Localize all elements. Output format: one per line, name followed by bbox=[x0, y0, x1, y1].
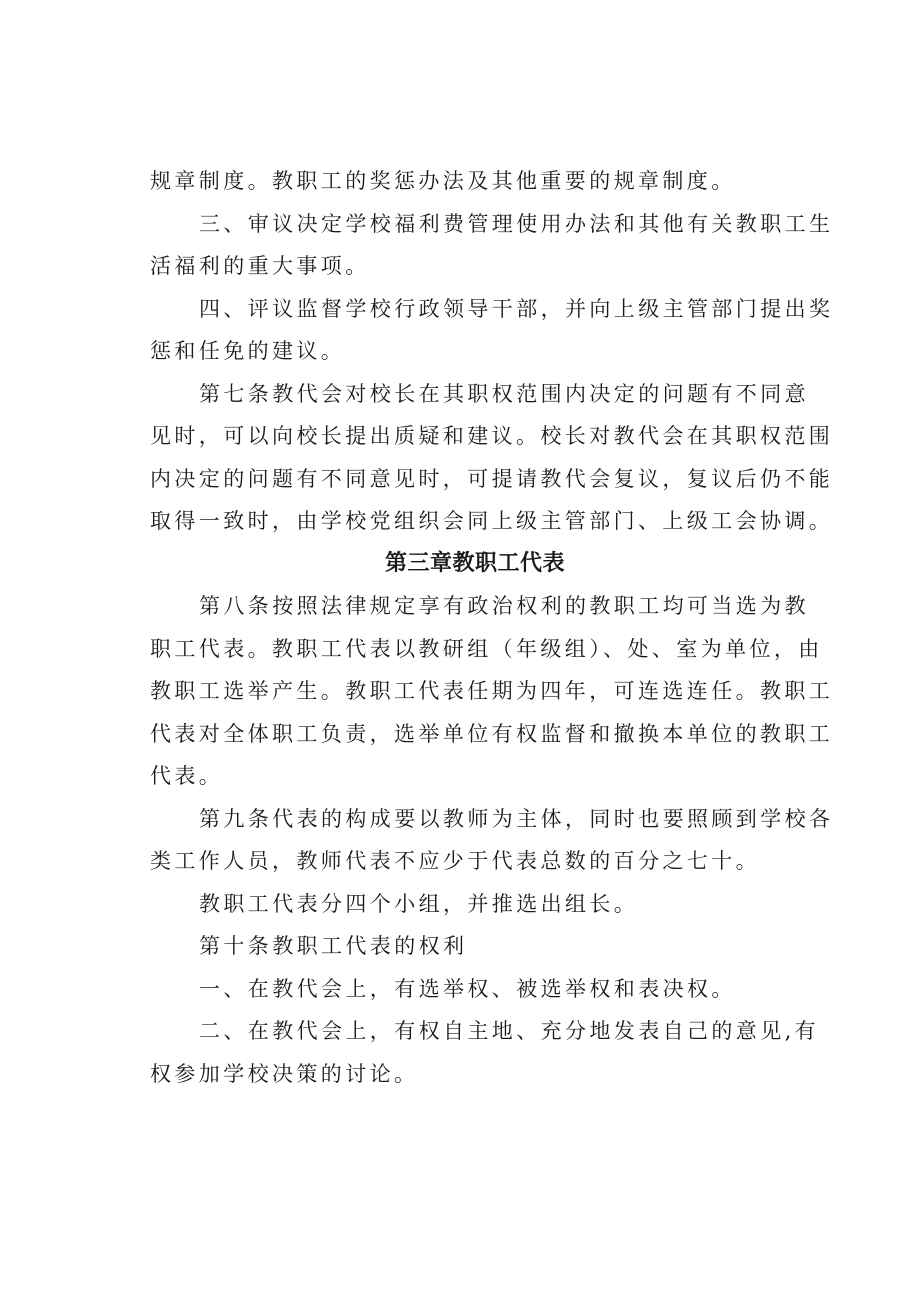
paragraph-line: 代表。 bbox=[150, 764, 224, 788]
paragraph-line: 教职工选举产生。教职工代表任期为四年，可连选连任。教职工 bbox=[150, 679, 834, 703]
paragraph-line: 四、评议监督学校行政领导干部，并向上级主管部门提出奖 bbox=[199, 296, 834, 321]
paragraph-line: 第十条教职工代表的权利 bbox=[199, 934, 468, 958]
paragraph-line: 职工代表。教职工代表以教研组（年级组）、处、室为单位，由 bbox=[150, 636, 823, 661]
paragraph-line: 取得一致时，由学校党组织会同上级主管部门、上级工会协调。 bbox=[150, 509, 834, 533]
paragraph-line: 一、在教代会上，有选举权、被选举权和表决权。 bbox=[199, 976, 736, 1001]
paragraph-line: 内决定的问题有不同意见时，可提请教代会复议，复议后仍不能 bbox=[150, 466, 834, 491]
paragraph-line: 见时，可以向校长提出质疑和建议。校长对教代会在其职权范围 bbox=[150, 424, 834, 448]
paragraph-line: 教职工代表分四个小组，并推选出组长。 bbox=[199, 891, 639, 916]
paragraph-line: 权参加学校决策的讨论。 bbox=[150, 1061, 419, 1086]
paragraph-line: 代表对全体职工负责，选举单位有权监督和撤换本单位的教职工 bbox=[150, 721, 834, 746]
chapter-heading: 第三章教职工代表 bbox=[384, 550, 565, 576]
paragraph-line: 第八条按照法律规定享有政治权利的教职工均可当选为教 bbox=[199, 594, 809, 618]
paragraph-line: 惩和任免的建议。 bbox=[150, 339, 346, 363]
paragraph-line: 三、审议决定学校福利费管理使用办法和其他有关教职工生 bbox=[199, 211, 834, 236]
paragraph-line: 类工作人员，教师代表不应少于代表总数的百分之七十。 bbox=[150, 849, 760, 873]
paragraph-line: 活福利的重大事项。 bbox=[150, 254, 370, 278]
paragraph-line: 二、在教代会上，有权自主地、充分地发表自己的意见,有 bbox=[199, 1019, 820, 1043]
paragraph-line: 规章制度。教职工的奖惩办法及其他重要的规章制度。 bbox=[150, 169, 736, 193]
paragraph-line: 第九条代表的构成要以教师为主体，同时也要照顾到学校各 bbox=[199, 806, 834, 831]
document-page bbox=[150, 160, 834, 1095]
paragraph-line: 第七条教代会对校长在其职权范围内决定的问题有不同意 bbox=[199, 381, 809, 406]
